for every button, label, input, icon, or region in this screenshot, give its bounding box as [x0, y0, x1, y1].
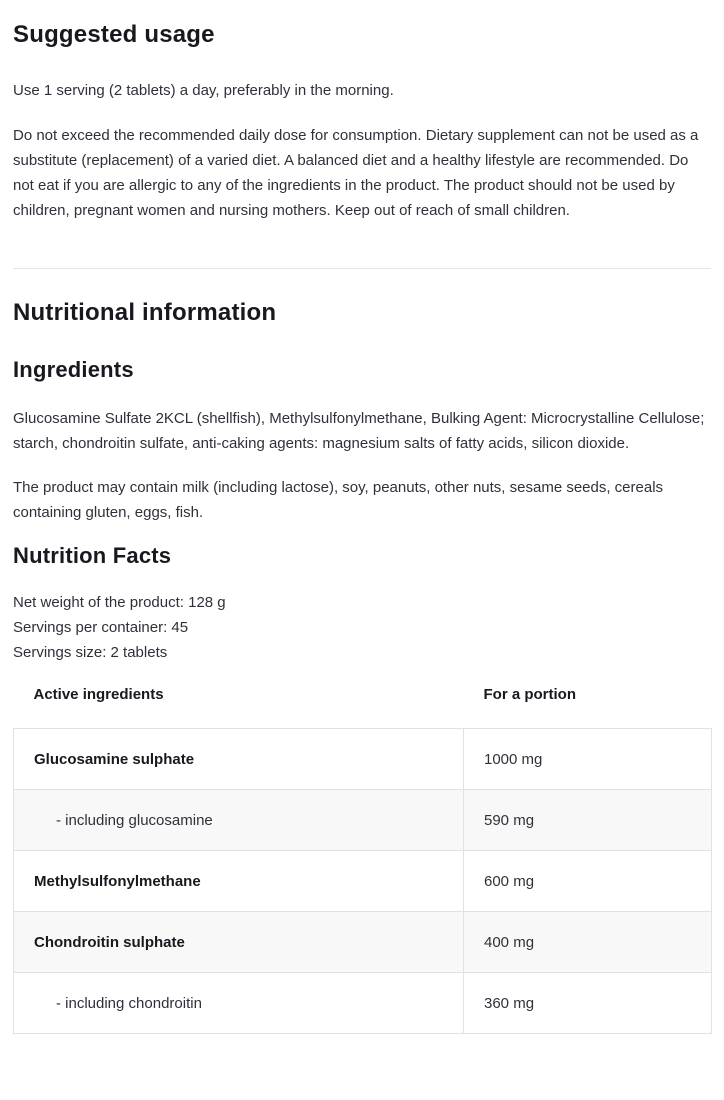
table-row	[14, 729, 712, 790]
ingredient-name-cell: - including glucosamine	[14, 790, 464, 851]
ingredient-amount-cell: 360 mg	[464, 973, 712, 1034]
usage-warning-paragraph: Do not exceed the recommended daily dose for consumption. Dietary supplement can not be used as a substitute (replacement) of a varied diet. A balanced diet and a healthy lifestyle are recommended. Do not eat if you are allergic to any of the ingredients in the product. The product should not be used by children, pregnant women and nursing mothers. Keep out of reach of small children.	[13, 127, 699, 219]
allergen-info-paragraph: The product may contain milk (including lactose), soy, peanuts, other nuts, sesame seeds, cereals containing gluten, eggs, fish.	[13, 479, 664, 521]
serving-details	[13, 590, 711, 665]
table-row	[14, 973, 712, 1034]
ingredients-title: Ingredients	[13, 357, 134, 382]
table-row	[14, 912, 712, 973]
ingredient-amount-cell: 400 mg	[464, 912, 712, 973]
nutrition-facts-title: Nutrition Facts	[13, 543, 172, 568]
ingredient-name-cell: - including chondroitin	[14, 973, 464, 1034]
servings-per-container-line: Servings per container: 45	[13, 619, 189, 636]
nutritional-information-title: Nutritional information	[13, 299, 277, 326]
suggested-usage-section	[13, 18, 711, 223]
ingredients-list-paragraph: Glucosamine Sulfate 2KCL (shellfish), Methylsulfonylmethane, Bulking Agent: Microcrystalline Cellulose; starch, chondroitin sulfate, anti-caking agents: magnesium salts of fatty acids, silicon dioxide.	[13, 410, 705, 452]
nutritional-information-section	[13, 296, 711, 1034]
column-header-for-a-portion: For a portion	[483, 686, 576, 703]
net-weight-line: Net weight of the product: 128 g	[13, 594, 226, 611]
table-row	[14, 851, 712, 912]
ingredient-name-cell: Methylsulfonylmethane	[14, 851, 464, 912]
table-header-row	[14, 676, 712, 729]
ingredient-amount-cell: 600 mg	[464, 851, 712, 912]
nutrition-table-body	[14, 729, 712, 1034]
ingredient-amount-cell: 590 mg	[464, 790, 712, 851]
nutrition-facts-table	[13, 676, 712, 1034]
ingredient-name-cell: Glucosamine sulphate	[14, 729, 464, 790]
ingredient-amount-cell: 1000 mg	[464, 729, 712, 790]
serving-size-line: Servings size: 2 tablets	[13, 644, 168, 661]
suggested-usage-title: Suggested usage	[13, 21, 215, 48]
section-divider	[13, 268, 711, 269]
ingredient-name-cell: Chondroitin sulphate	[14, 912, 464, 973]
table-row	[14, 790, 712, 851]
usage-instruction-paragraph: Use 1 serving (2 tablets) a day, preferably in the morning.	[13, 82, 394, 99]
column-header-active-ingredients: Active ingredients	[33, 686, 164, 703]
